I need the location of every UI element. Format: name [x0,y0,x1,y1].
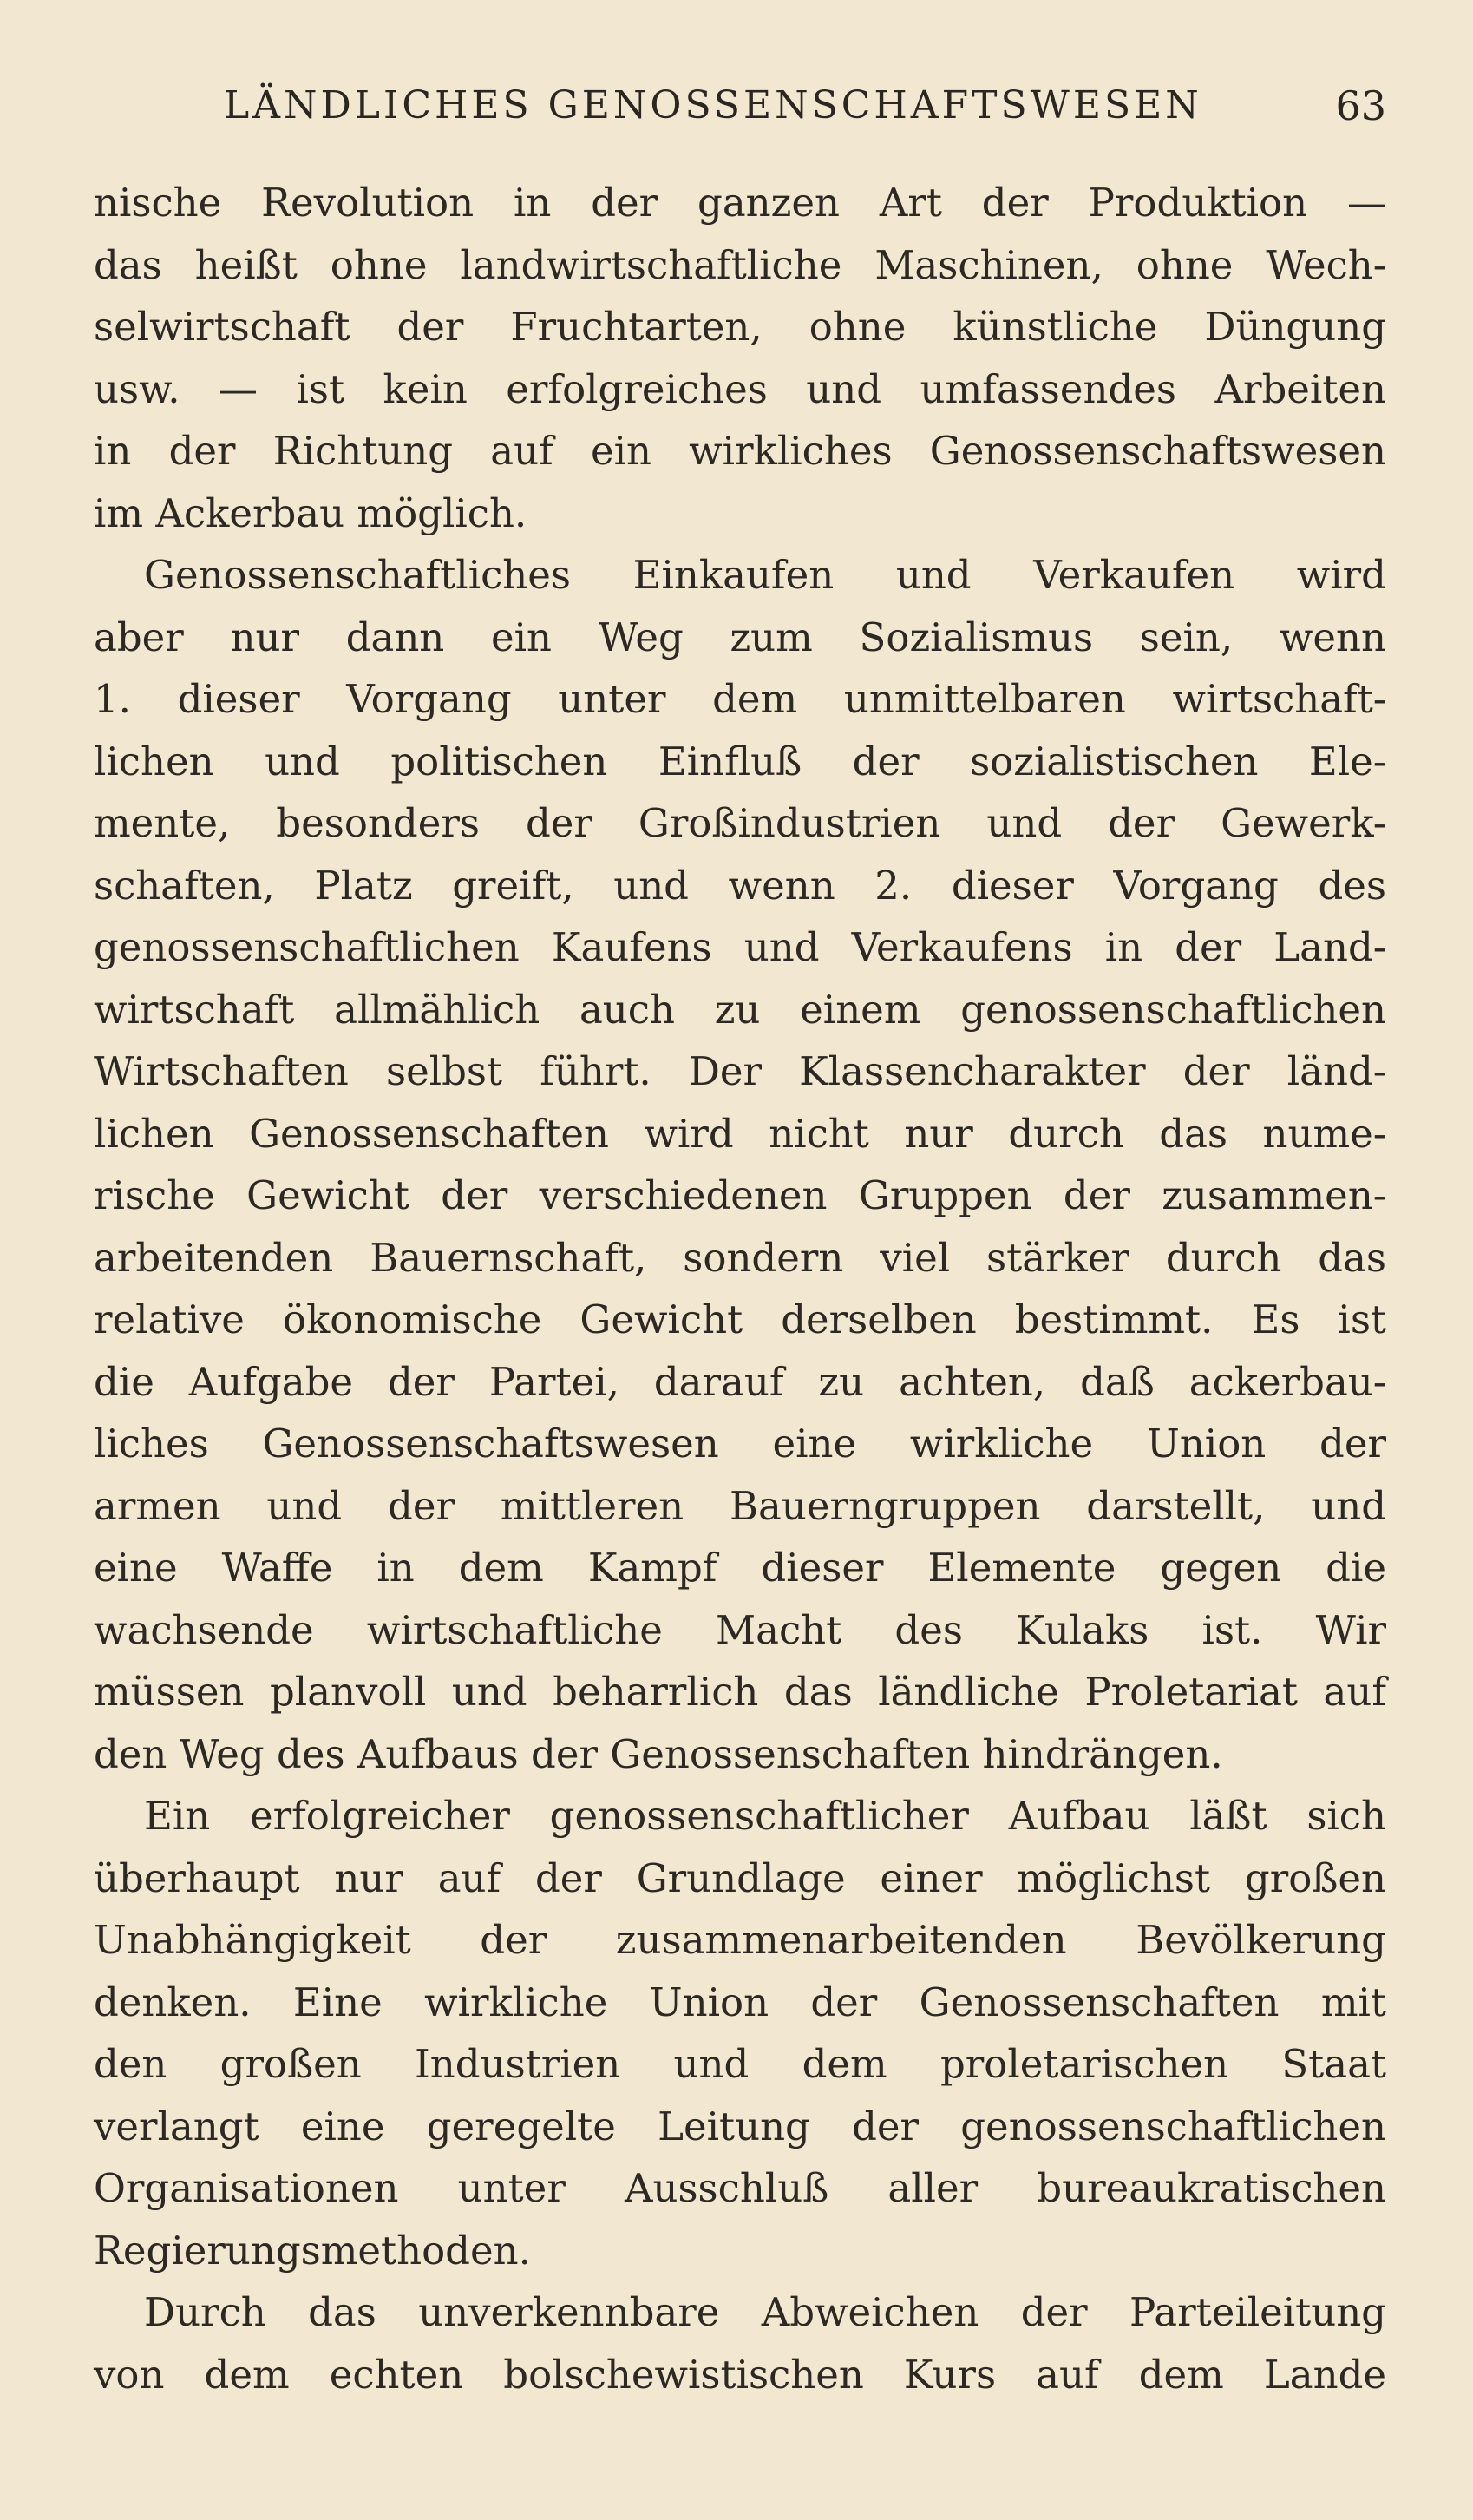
text-line: denken. Eine wirkliche Union der Genossenschaften mit [94,1979,1386,2025]
text-line: rische Gewicht der verschiedenen Gruppen der zusammen- [94,1172,1386,1218]
text-line: usw. — ist kein erfolgreiches und umfassendes Arbeiten [94,365,1386,412]
paragraph [94,544,1386,1785]
text-line: verlangt eine geregelte Leitung der genossenschaftlichen [94,2103,1386,2149]
text-line: liches Genossenschaftswesen eine wirkliche Union der [94,1421,1386,1467]
text-line: im Ackerbau möglich. [94,489,527,536]
text-line: den Weg des Aufbaus der Genossenschaften hindrängen. [94,1730,1223,1777]
text-line: lichen und politischen Einfluß der sozialistischen Ele- [94,738,1386,784]
running-head: LÄNDLICHES GENOSSENSCHAFTSWESEN [224,83,1202,128]
text-line: Durch das unverkennbare Abweichen der Parteileitung [144,2289,1386,2335]
body-text [94,172,1386,2405]
text-line: wachsende wirtschaftliche Macht des Kulaks ist. Wir [94,1606,1386,1653]
text-line: Unabhängigkeit der zusammenarbeitenden Bevölkerung [94,1917,1386,1963]
text-line: mente, besonders der Großindustrien und der Gewerk- [94,800,1386,846]
text-line: nische Revolution in der ganzen Art der Produktion — [94,180,1386,226]
text-line: eine Waffe in dem Kampf dieser Elemente gegen die [94,1545,1386,1591]
text-line: schaften, Platz greift, und wenn 2. dieser Vorgang des [94,862,1386,909]
paragraph [94,1785,1386,2281]
text-line: selwirtschaft der Fruchtarten, ohne künstliche Düngung [94,304,1386,350]
text-line: arbeitenden Bauernschaft, sondern viel stärker durch das [94,1234,1386,1281]
text-line: überhaupt nur auf der Grundlage einer möglichst großen [94,1854,1386,1901]
page-header [94,71,1386,141]
text-line: Ein erfolgreicher genossenschaftlicher Aufbau läßt sich [144,1793,1386,1839]
text-line: den großen Industrien und dem proletarischen Staat [94,2041,1386,2087]
page-number: 63 [1335,82,1386,129]
text-line: armen und der mittleren Bauerngruppen darstellt, und [94,1482,1386,1529]
text-line: Regierungsmethoden. [94,2227,531,2274]
text-line: wirtschaft allmählich auch zu einem genossenschaftlichen [94,986,1386,1033]
text-line: die Aufgabe der Partei, darauf zu achten, daß ackerbau- [94,1358,1386,1405]
text-line: 1. dieser Vorgang unter dem unmittelbaren wirtschaft- [94,676,1386,722]
text-line: in der Richtung auf ein wirkliches Genossenschaftswesen [94,428,1386,474]
text-line: lichen Genossenschaften wird nicht nur durch das nume- [94,1110,1386,1157]
text-line: relative ökonomische Gewicht derselben bestimmt. Es ist [94,1296,1386,1342]
paragraph [94,2281,1386,2405]
text-line: von dem echten bolschewistischen Kurs auf dem Lande [94,2351,1386,2398]
text-line: Organisationen unter Ausschluß aller bureaukratischen [94,2165,1386,2211]
text-line: müssen planvoll und beharrlich das ländliche Proletariat auf [94,1669,1386,1715]
text-line: genossenschaftlichen Kaufens und Verkaufens in der Land- [94,924,1386,970]
text-line: Genossenschaftliches Einkaufen und Verkaufen wird [144,552,1386,598]
text-line: das heißt ohne landwirtschaftliche Maschinen, ohne Wech- [94,241,1386,288]
text-line: aber nur dann ein Weg zum Sozialismus sein, wenn [94,614,1386,660]
text-line: Wirtschaften selbst führt. Der Klassencharakter der länd- [94,1048,1386,1094]
paragraph [94,172,1386,544]
